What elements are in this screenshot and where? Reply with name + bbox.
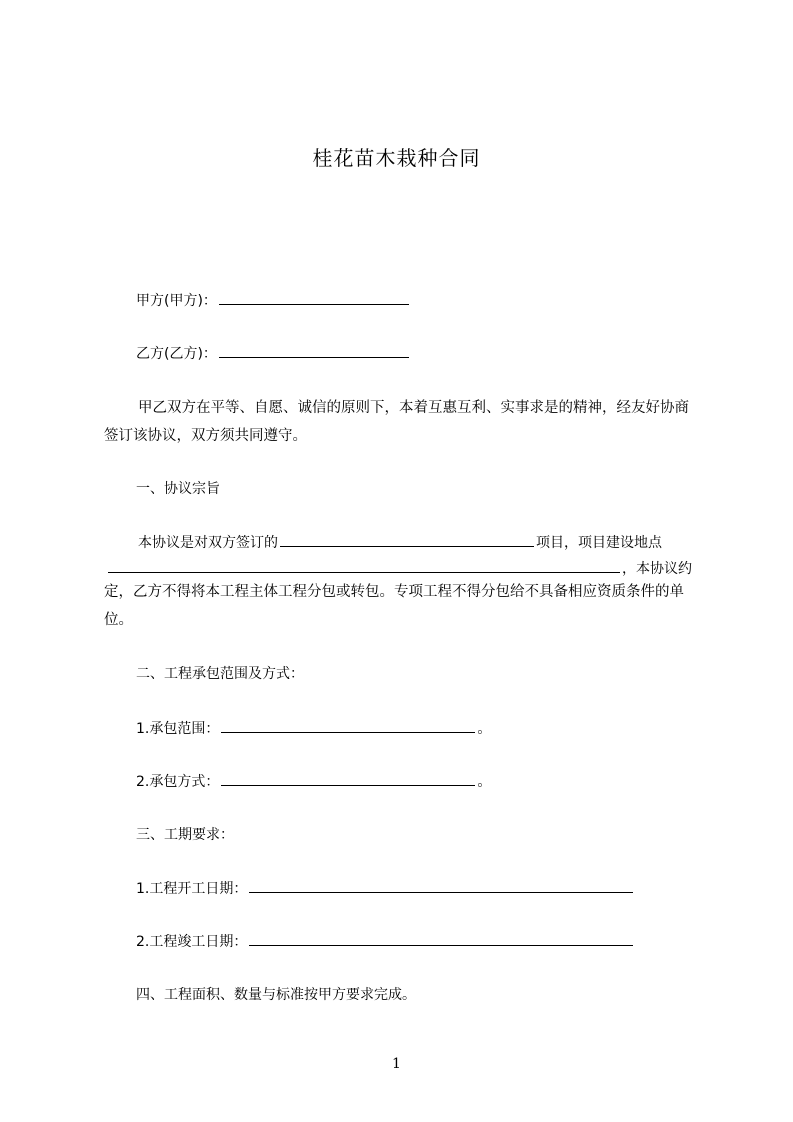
s1-text-c: ，本协议约 (622, 561, 692, 577)
method-blank[interactable] (221, 773, 475, 786)
scope-period: 。 (477, 721, 492, 737)
section-1-heading: 一、协议宗旨 (136, 481, 220, 497)
method-line (136, 773, 491, 790)
project-location-blank[interactable] (108, 560, 620, 573)
section-1-line-2 (106, 560, 692, 577)
end-date-blank[interactable] (249, 933, 633, 946)
intro-paragraph: 甲乙双方在平等、自愿、诚信的原则下，本着互惠互利、实事求是的精神，经友好协商签订该协议，双方须共同遵守。 (104, 400, 689, 444)
start-date-blank[interactable] (249, 880, 633, 893)
section-2-heading: 二、工程承包范围及方式： (136, 666, 304, 682)
party-a-blank[interactable] (219, 292, 409, 305)
scope-line (136, 720, 491, 737)
end-date-label: 2.工程竣工日期： (136, 934, 248, 950)
scope-blank[interactable] (221, 720, 475, 733)
start-date-line (136, 880, 635, 897)
s1-text-b: 项目，项目建设地点 (536, 535, 662, 551)
section-1-line-1 (138, 534, 662, 551)
section-4-heading: 四、工程面积、数量与标准按甲方要求完成。 (136, 987, 416, 1003)
project-name-blank[interactable] (280, 534, 534, 547)
party-a-line (136, 292, 411, 309)
start-date-label: 1.工程开工日期： (136, 881, 248, 897)
section-1-paragraph: 定，乙方不得将本工程主体工程分包或转包。专项工程不得分包给不具备相应资质条件的单位。 (104, 584, 684, 628)
scope-label: 1.承包范围： (136, 721, 220, 737)
party-b-label: 乙方(乙方)： (136, 346, 217, 362)
section-3-heading: 三、工期要求： (136, 827, 234, 843)
s1-text-a: 本协议是对双方签订的 (138, 535, 278, 551)
document-title: 桂花苗木栽种合同 (312, 146, 481, 170)
party-a-label: 甲方(甲方)： (136, 293, 217, 309)
end-date-line (136, 933, 635, 950)
page-number: 1 (392, 1056, 401, 1072)
method-period: 。 (477, 774, 492, 790)
party-b-blank[interactable] (219, 345, 409, 358)
party-b-line (136, 345, 411, 362)
method-label: 2.承包方式： (136, 774, 220, 790)
